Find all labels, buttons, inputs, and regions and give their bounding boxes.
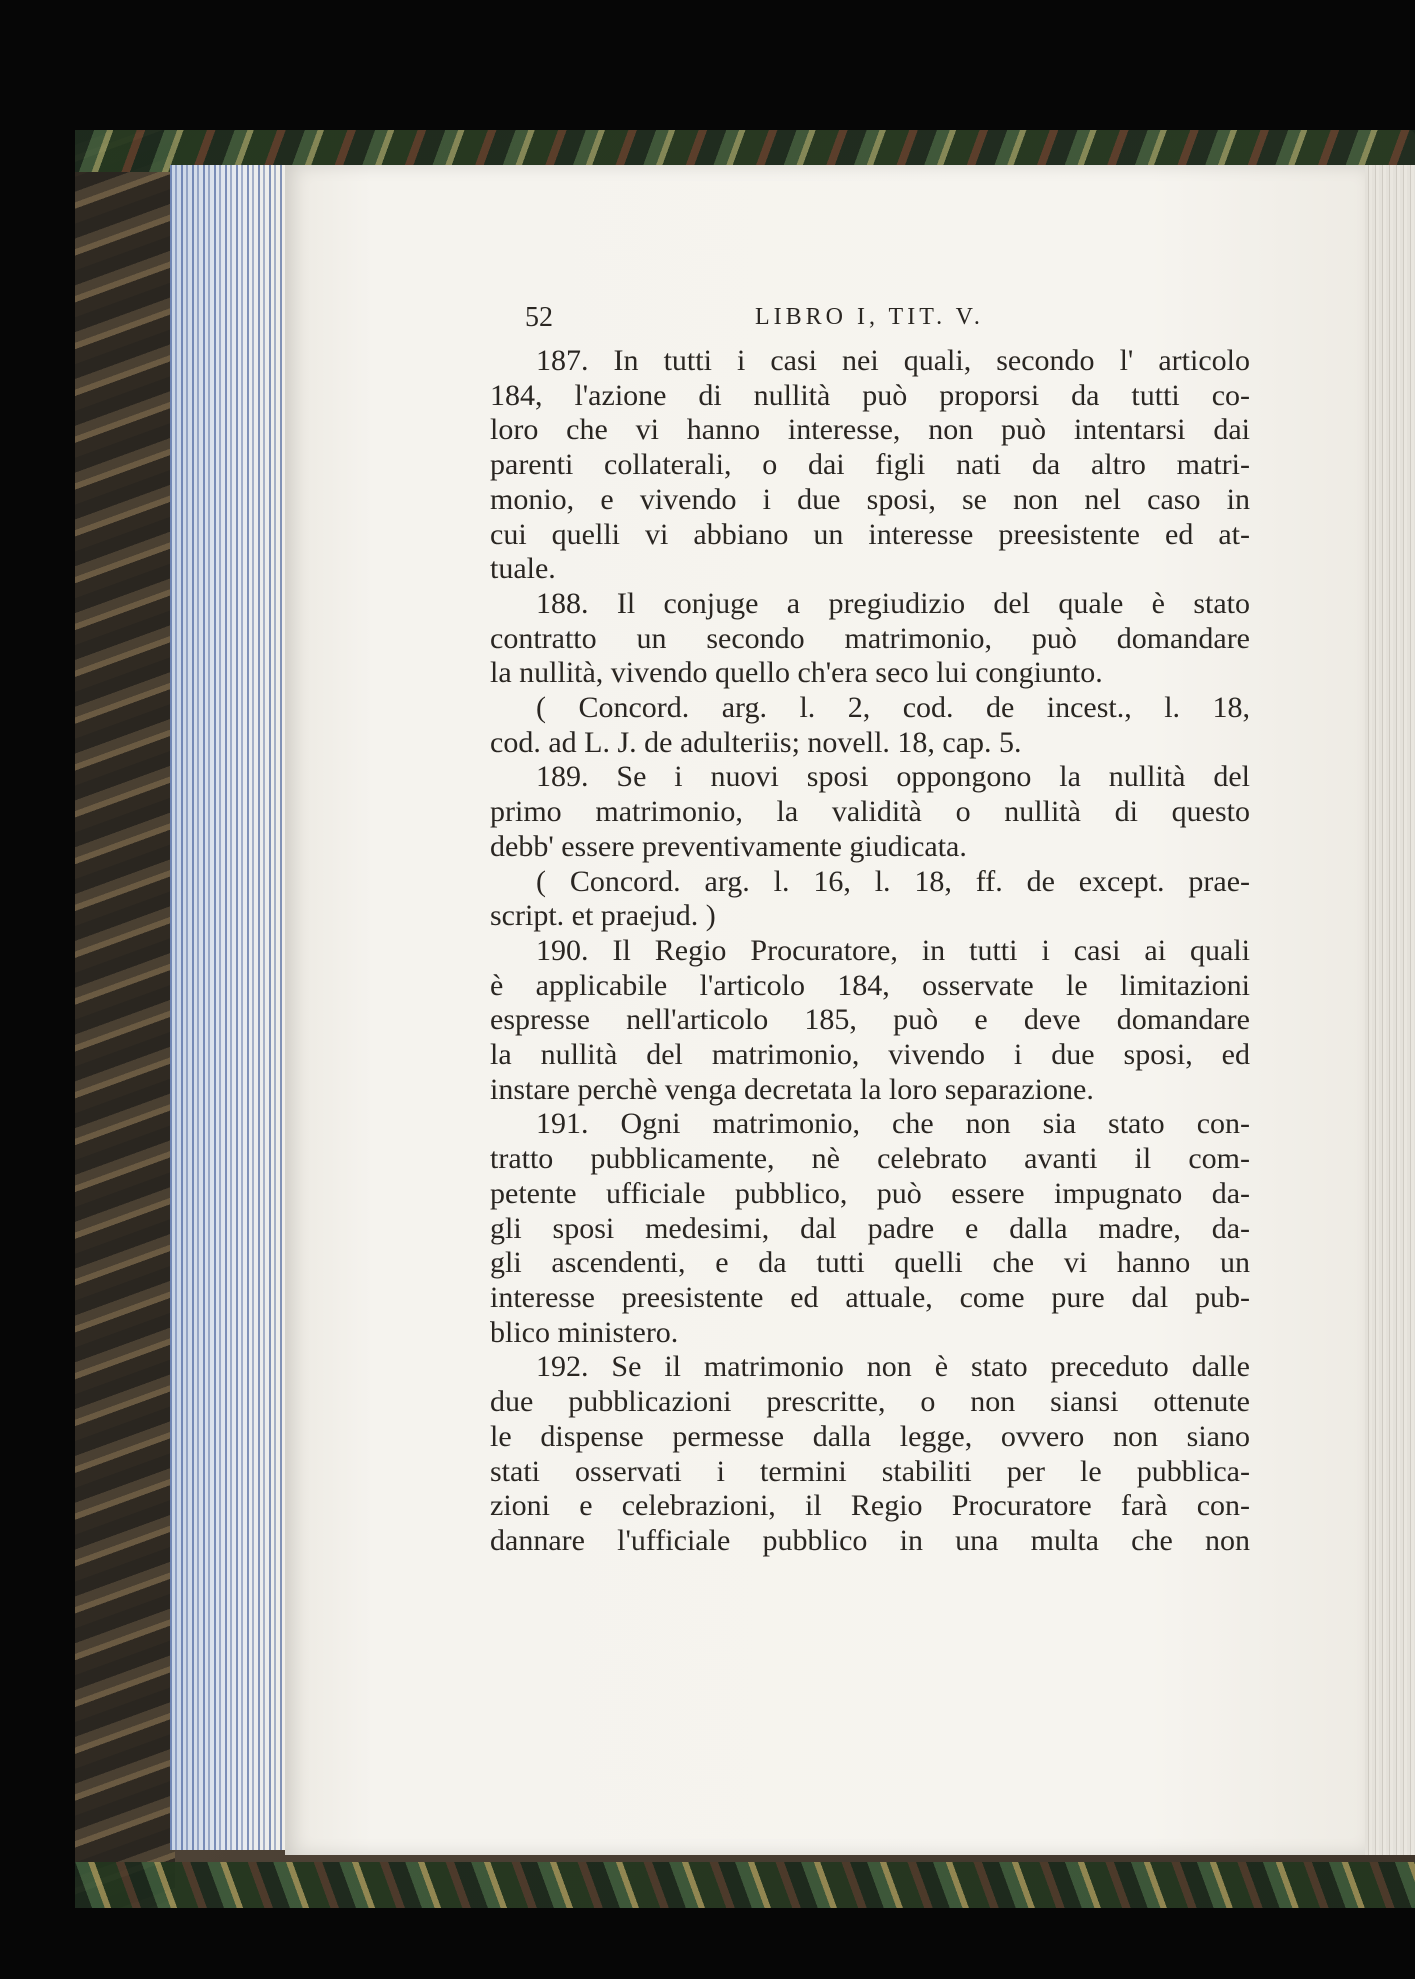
marbled-cover-left xyxy=(75,130,175,1908)
text-line: petente ufficiale pubblico, può essere impugnato da- xyxy=(490,1176,1250,1210)
text-line: cod. ad L. J. de adulteriis; novell. 18, cap. 5. xyxy=(490,725,1022,759)
text-line: parenti collaterali, o dai figli nati da altro matri- xyxy=(490,448,1250,482)
page-edges-stack xyxy=(170,165,290,1850)
text-line: 184, l'azione di nullità può proporsi da tutti co- xyxy=(490,378,1250,412)
text-line: 191. Ogni matrimonio, che non sia stato con- xyxy=(536,1107,1250,1141)
text-line: la nullità del matrimonio, vivendo i due sposi, ed xyxy=(490,1038,1250,1072)
text-line: 189. Se i nuovi sposi oppongono la nullità del xyxy=(536,760,1250,794)
text-line: interesse preesistente ed attuale, come pure dal pub- xyxy=(490,1280,1250,1314)
text-line: le dispense permesse dalla legge, ovvero non siano xyxy=(490,1419,1250,1453)
text-line: instare perchè venga decretata la loro separazione. xyxy=(490,1072,1094,1106)
text-line: ( Concord. arg. l. 16, l. 18, ff. de except. prae- xyxy=(536,864,1250,898)
text-line: loro che vi hanno interesse, non può intentarsi dai xyxy=(490,413,1250,447)
text-line: ( Concord. arg. l. 2, cod. de incest., l. 18, xyxy=(536,691,1250,725)
text-line: 187. In tutti i casi nei quali, secondo l' articolo xyxy=(536,344,1250,377)
text-line: gli ascendenti, e da tutti quelli che vi hanno un xyxy=(490,1246,1250,1280)
text-line: contratto un secondo matrimonio, può domandare xyxy=(490,621,1250,655)
text-line: 190. Il Regio Procuratore, in tutti i casi ai quali xyxy=(536,933,1250,967)
text-line: la nullità, vivendo quello ch'era seco lui congiunto. xyxy=(490,656,1103,690)
text-line: script. et praejud. ) xyxy=(490,899,716,933)
text-line: dannare l'ufficiale pubblico in una multa che non xyxy=(490,1523,1250,1557)
page-right-edge xyxy=(1365,165,1415,1855)
text-line: 192. Se il matrimonio non è stato preceduto dalle xyxy=(536,1350,1250,1384)
text-line: espresse nell'articolo 185, può e deve domandare xyxy=(490,1003,1250,1037)
text-line: è applicabile l'articolo 184, osservate le limitazioni xyxy=(490,968,1250,1002)
page-body-text xyxy=(490,344,1250,1559)
text-line: primo matrimonio, la validità o nullità di questo xyxy=(490,795,1250,829)
text-line: gli sposi medesimi, dal padre e dalla madre, da- xyxy=(490,1211,1250,1245)
text-line: debb' essere preventivamente giudicata. xyxy=(490,829,967,863)
text-line: tuale. xyxy=(490,552,556,586)
page-number: 52 xyxy=(525,302,553,333)
running-head xyxy=(525,302,1255,342)
text-line: stati osservati i termini stabiliti per le pubblica- xyxy=(490,1454,1250,1488)
text-line: tratto pubblicamente, nè celebrato avanti il com- xyxy=(490,1142,1250,1176)
marbled-cover-bottom xyxy=(75,1862,1415,1908)
running-title: LIBRO I, TIT. V. xyxy=(755,304,984,330)
text-line: blico ministero. xyxy=(490,1315,679,1349)
text-line: monio, e vivendo i due sposi, se non nel caso in xyxy=(490,482,1250,516)
text-line: cui quelli vi abbiano un interesse preesistente ed at- xyxy=(490,517,1250,551)
text-line: due pubblicazioni prescritte, o non siansi ottenute xyxy=(490,1385,1250,1419)
text-line: 188. Il conjuge a pregiudizio del quale è stato xyxy=(536,586,1250,620)
text-line: zioni e celebrazioni, il Regio Procuratore farà con- xyxy=(490,1489,1250,1523)
